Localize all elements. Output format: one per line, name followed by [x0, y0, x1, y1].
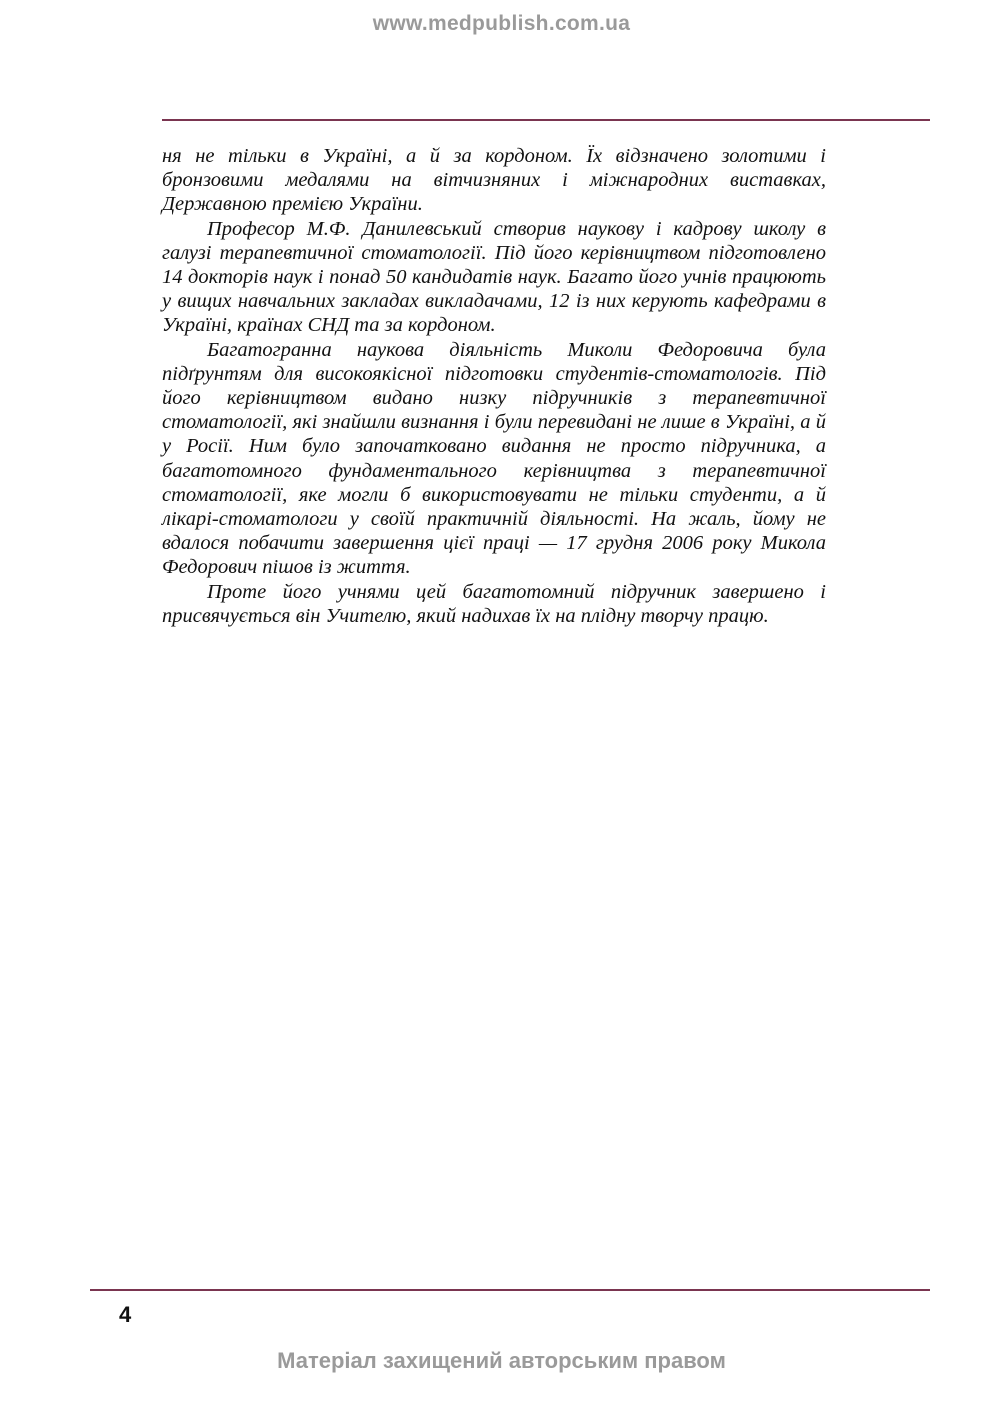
footer-divider [90, 1289, 930, 1291]
page-number: 4 [119, 1302, 132, 1327]
header-divider [162, 119, 930, 121]
paragraph-continuation: ня не тільки в Україні, а й за кордоном. Їх відзначено золотими і бронзовими медалями на вітчизняних і міжнародних виставках, Державною премією України. [162, 145, 826, 216]
site-watermark: www.medpublish.com.ua [372, 12, 631, 35]
paragraph: Проте його учнями цей багатотомний підручник завершено і присвячується він Учителю, який надихав їх на плідну творчу працю. [162, 580, 826, 627]
main-text [162, 144, 826, 628]
paragraph: Багатогранна наукова діяльність Миколи Федоровича була підґрунтям для високоякісної підготовки студентів-стоматологів. Під його керівництвом видано низку підручників з терапевтичної стоматології, які знайшли визнання і були перевидані не лише в Україні, а й у Росії. Ним було започатковано видання не просто підручника, а багатотомного фундаментального керівництва з терапевтичної стоматології, яке могли б використовувати не тільки студенти, а й лікарі-стоматологи у своїй практичній діяльності. На жаль, йому не вдалося побачити завершення цієї праці — 17 грудня 2006 року Микола Федорович пішов із життя. [162, 338, 826, 579]
copyright-watermark: Матеріал захищений авторським правом [277, 1348, 726, 1373]
paragraph: Професор М.Ф. Данилевський створив наукову і кадрову школу в галузі терапевтичної стоматології. Під його керівництвом підготовлено 14 докторів наук і понад 50 кандидатів наук. Багато його учнів працюють у вищих навчальних закладах викладачами, 12 із них керують кафедрами в Україні, країнах СНД та за кордоном. [162, 217, 826, 337]
